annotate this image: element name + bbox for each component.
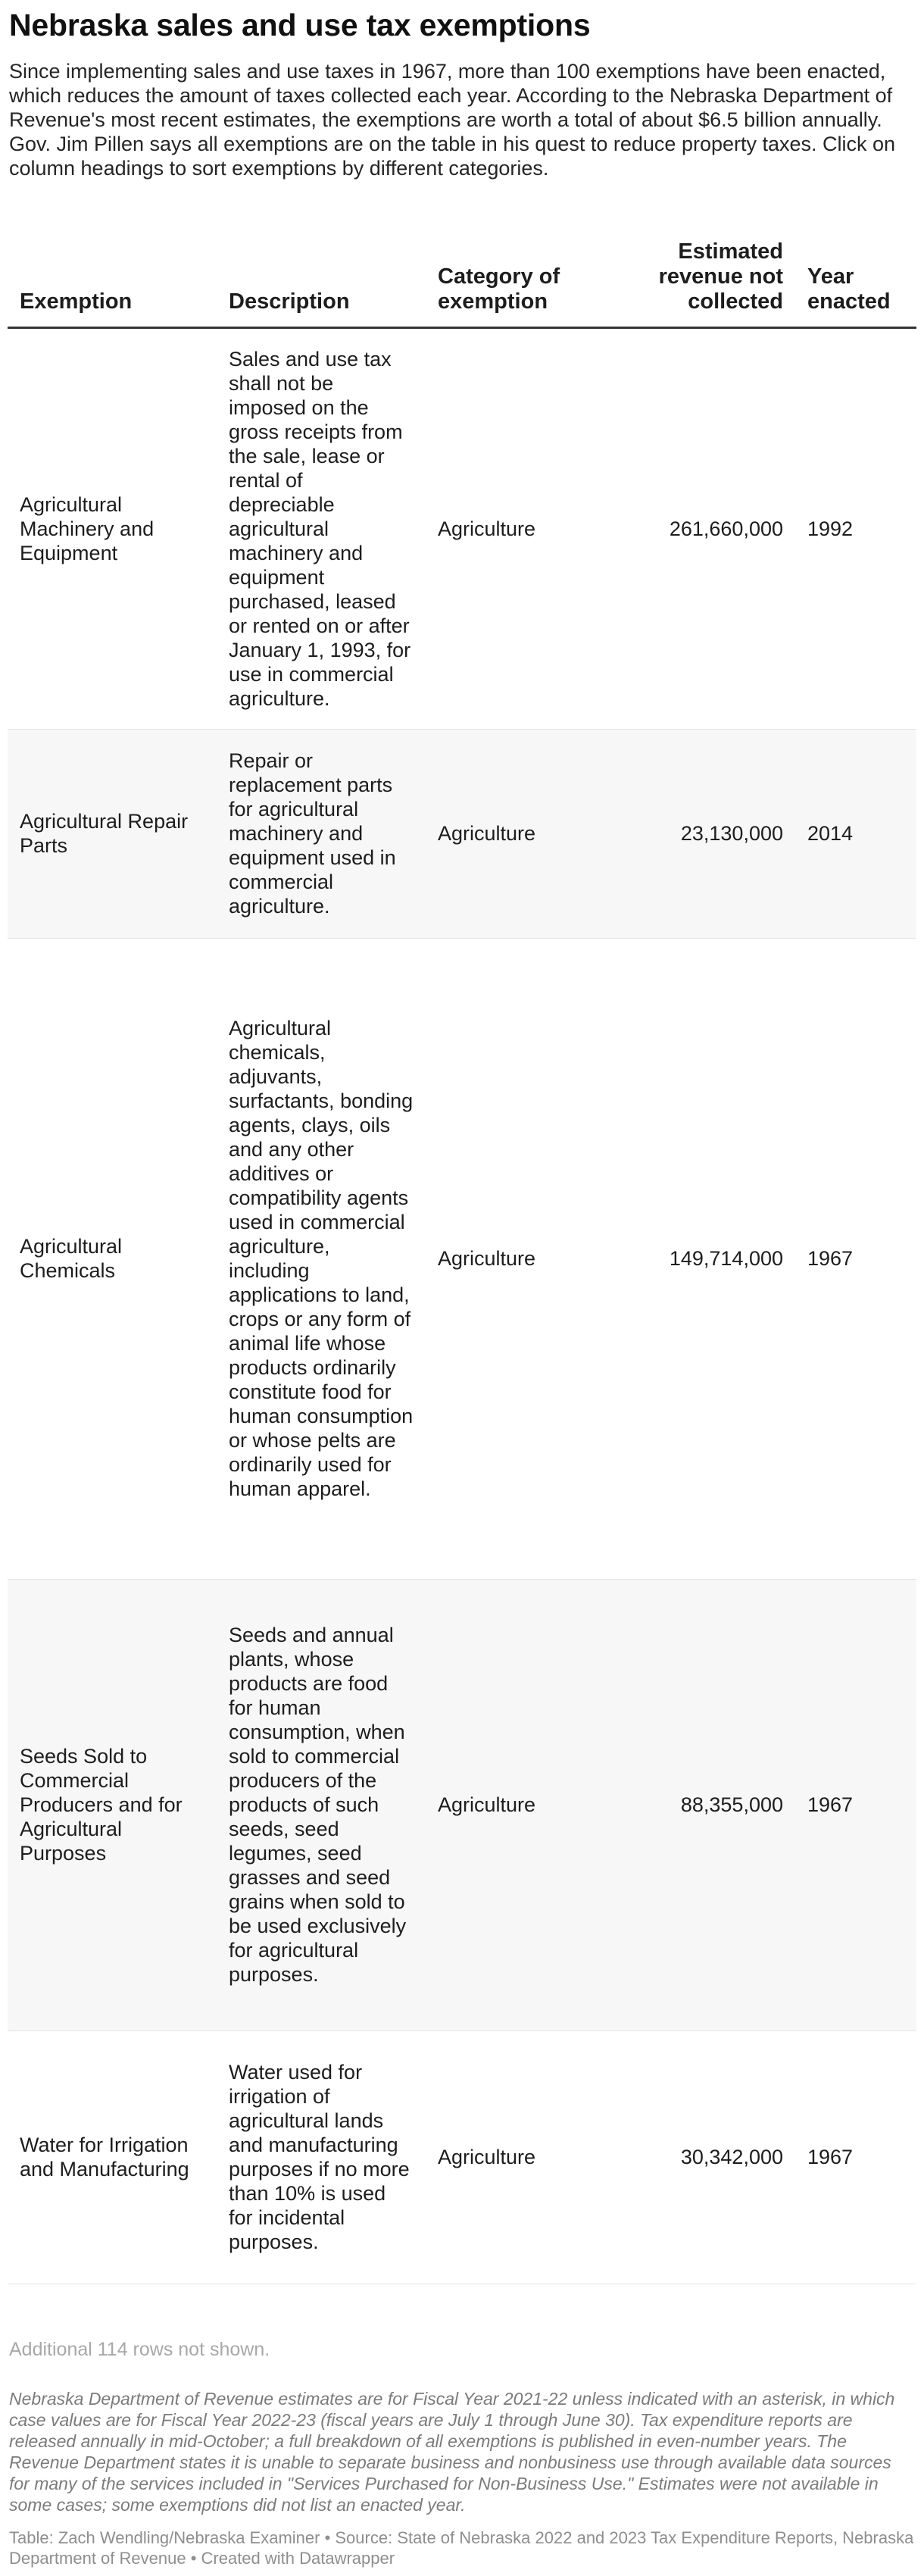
cell-exemption: Seeds Sold to Commercial Producers and for Agricultural Purposes [8,1579,217,2030]
cell-description: Water used for irrigation of agricultural lands and manufacturing purposes if no more than 10% is used for incidental purposes. [217,2030,426,2284]
column-header-revenue[interactable]: Estimated revenue not collected [610,224,795,327]
cell-category: Agriculture [426,327,610,729]
cell-revenue: 261,660,000 [610,327,795,729]
cell-description: Sales and use tax shall not be imposed on the gross receipts from the sale, lease or rental of depreciable agricultural machinery and equipment purchased, leased or rented on or after January 1, 1993, for use in commercial agriculture. [217,327,426,729]
cell-category: Agriculture [426,938,610,1579]
cell-category: Agriculture [426,1579,610,2030]
table-row [8,1579,916,2030]
cell-exemption: Agricultural Repair Parts [8,729,217,938]
more-rows-note: Additional 114 rows not shown. [9,2339,270,2360]
cell-exemption: Water for Irrigation and Manufacturing [8,2030,217,2284]
column-header-exemption[interactable]: Exemption [8,224,217,327]
cell-category: Agriculture [426,2030,610,2284]
cell-revenue: 23,130,000 [610,729,795,938]
cell-exemption: Agricultural Chemicals [8,938,217,1579]
cell-description: Agricultural chemicals, adjuvants, surfactants, bonding agents, clays, oils and any other additives or compatibility agents used in commercial agriculture, including applications to land, crops or any form of animal life whose products ordinarily constitute food for human consumption or whose pelts are ordinarily used for human apparel. [217,938,426,1579]
cell-year: 1992 [795,327,916,729]
cell-exemption: Agricultural Machinery and Equipment [8,327,217,729]
cell-year: 1967 [795,1579,916,2030]
cell-revenue: 30,342,000 [610,2030,795,2284]
table-row [8,729,916,938]
cell-description: Repair or replacement parts for agricultural machinery and equipment used in commercial agriculture. [217,729,426,938]
chart-notes: Nebraska Department of Revenue estimates are for Fiscal Year 2021-22 unless indicated with an asterisk, in which case values are for Fiscal Year 2022-23 (fiscal years are July 1 through June 30). Tax expenditure reports are released annually in mid-October; a full breakdown of all exemptions is published in even-number years. The Revenue Department states it is unable to separate business and nonbusiness use through available data sources for many of the services included in "Services Purchased for Non-Business Use." Estimates were not available in some cases; some exemptions did not list an enacted year. [9,2389,895,2515]
cell-description: Seeds and annual plants, whose products are food for human consumption, when sold to commercial producers of the products of such seeds, seed legumes, seed grasses and seed grains when sold to be used exclusively for agricultural purposes. [217,1579,426,2030]
chart-footer: Table: Zach Wendling/Nebraska Examiner • Source: State of Nebraska 2022 and 2023 Tax Expenditure Reports, Nebraska Department of Revenue • Created with Datawrapper [9,2528,914,2568]
cell-year: 1967 [795,938,916,1579]
table-row [8,938,916,1579]
table-row [8,327,916,729]
cell-revenue: 88,355,000 [610,1579,795,2030]
cell-category: Agriculture [426,729,610,938]
cell-revenue: 149,714,000 [610,938,795,1579]
chart-title: Nebraska sales and use tax exemptions [9,8,591,42]
table-row [8,2030,916,2284]
exemptions-table [8,224,916,2284]
column-header-description[interactable]: Description [217,224,426,327]
chart-intro: Since implementing sales and use taxes in 1967, more than 100 exemptions have been enacted, which reduces the amount of taxes collected each year. According to the Nebraska Department of Revenue's most recent estimates, the exemptions are worth a total of about $6.5 billion annually. Gov. Jim Pillen says all exemptions are on the table in his quest to reduce property taxes. Click on column headings to sort exemptions by different categories. [9,60,896,180]
cell-year: 1967 [795,2030,916,2284]
cell-year: 2014 [795,729,916,938]
header-row [8,224,916,327]
column-header-year[interactable]: Year enacted [795,224,916,327]
column-header-category[interactable]: Category of exemption [426,224,610,327]
